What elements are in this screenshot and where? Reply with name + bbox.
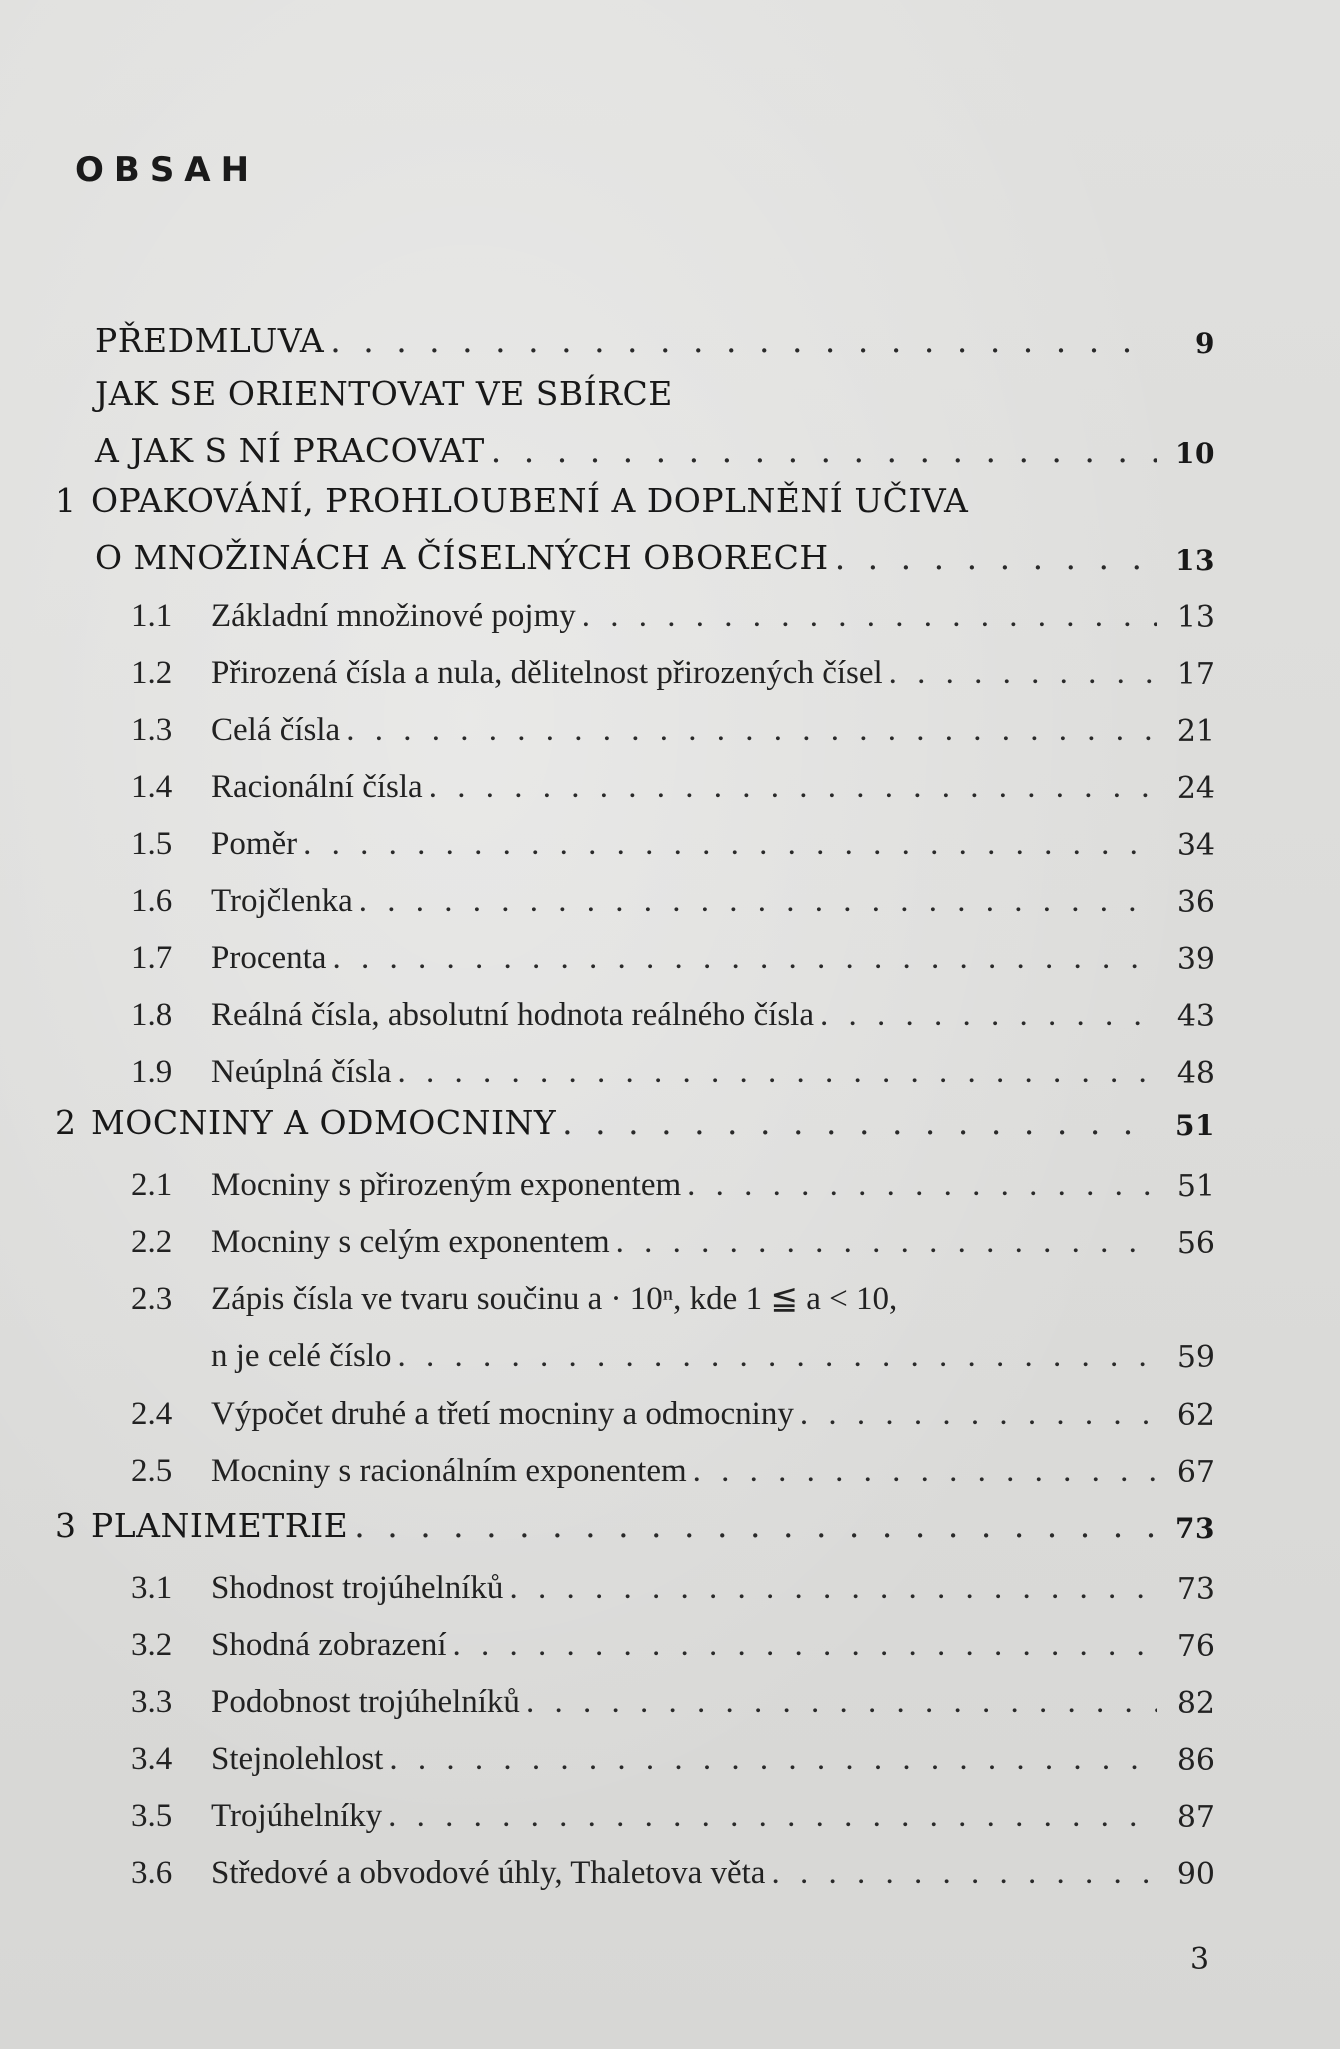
- dot-leader: [582, 598, 1157, 635]
- section-number: 3.6: [131, 1855, 173, 1891]
- section-page-number: 90: [1176, 1857, 1215, 1892]
- dot-leader: [820, 997, 1157, 1034]
- toc-entry[interactable]: [95, 1034, 1215, 1091]
- section-number: 2.2: [131, 1224, 173, 1260]
- toc-entry[interactable]: [55, 1087, 1215, 1142]
- chapter-title: A JAK S NÍ PRACOVAT: [95, 431, 485, 470]
- chapter-title: MOCNINY A ODMOCNINY: [91, 1103, 557, 1142]
- section-row: [95, 1721, 1215, 1778]
- chapter-title: JAK SE ORIENTOVAT VE SBÍRCE: [95, 374, 673, 413]
- chapter-row: [55, 1087, 1215, 1142]
- section-row: [95, 863, 1215, 920]
- section-number: 2.4: [131, 1396, 173, 1432]
- section-page-number: 67: [1176, 1455, 1215, 1490]
- chapter-title: PLANIMETRIE: [91, 1506, 349, 1545]
- toc-entry[interactable]: [95, 806, 1215, 863]
- section-row: [95, 977, 1215, 1034]
- toc-entry[interactable]: [95, 1607, 1215, 1664]
- dot-leader: [771, 1855, 1157, 1892]
- section-page-number: 36: [1176, 885, 1215, 920]
- section-page-number: 82: [1176, 1686, 1215, 1721]
- section-row: [95, 1318, 1215, 1375]
- page-number: 3: [1190, 1942, 1210, 1977]
- section-row: [95, 920, 1215, 977]
- toc-entry[interactable]: [95, 1778, 1215, 1835]
- section-row: [95, 806, 1215, 863]
- section-number: 2.3: [131, 1281, 173, 1317]
- toc-entry[interactable]: [55, 465, 1215, 577]
- dot-leader: [346, 712, 1157, 749]
- dot-leader: [429, 769, 1157, 806]
- section-row: [95, 578, 1215, 635]
- section-number: 2.1: [131, 1167, 173, 1203]
- section-row: [95, 1147, 1215, 1204]
- section-title: Celá čísla: [211, 712, 341, 748]
- page-heading: OBSAH: [75, 150, 260, 190]
- toc-entry[interactable]: [95, 1147, 1215, 1204]
- section-title: Trojúhelníky: [211, 1798, 383, 1834]
- section-number: 3.3: [131, 1684, 173, 1720]
- dot-leader: [332, 940, 1157, 977]
- section-title-first-line: Zápis čísla ve tvaru součinu a · 10ⁿ, kde 1 ≦ a < 10,: [211, 1281, 898, 1317]
- dot-leader: [693, 1453, 1157, 1490]
- dot-leader: [388, 1798, 1157, 1835]
- chapter-page-number: 51: [1175, 1109, 1215, 1142]
- section-title: Mocniny s racionálním exponentem: [211, 1453, 687, 1489]
- dot-leader: [398, 1054, 1157, 1091]
- section-number: 1.3: [131, 712, 173, 748]
- chapter-title: PŘEDMLUVA: [95, 321, 325, 360]
- section-row: [95, 1835, 1215, 1892]
- toc-entry[interactable]: [95, 1550, 1215, 1607]
- toc-entry[interactable]: [95, 578, 1215, 635]
- section-number: 3.4: [131, 1741, 173, 1777]
- section-title: Shodnost trojúhelníků: [211, 1570, 504, 1606]
- section-row: [95, 1550, 1215, 1607]
- dot-leader: [303, 826, 1157, 863]
- dot-leader: [330, 321, 1157, 360]
- toc-entry[interactable]: [95, 1835, 1215, 1892]
- section-row: [95, 1376, 1215, 1433]
- section-page-number: 59: [1176, 1340, 1215, 1375]
- section-title: Shodná zobrazení: [211, 1627, 447, 1663]
- section-row: [95, 1607, 1215, 1664]
- section-row: [95, 635, 1215, 692]
- section-page-number: 21: [1176, 714, 1215, 749]
- chapter-page-number: 9: [1195, 327, 1215, 360]
- section-page-number: 48: [1176, 1056, 1215, 1091]
- toc-entry[interactable]: [95, 358, 1215, 470]
- section-row: [95, 1433, 1215, 1490]
- chapter-number: 2: [55, 1103, 77, 1142]
- dot-leader: [359, 883, 1157, 920]
- section-row: [95, 692, 1215, 749]
- section-title: Stejnolehlost: [211, 1741, 384, 1777]
- section-page-number: 76: [1176, 1629, 1215, 1664]
- section-number: 1.6: [131, 883, 173, 919]
- section-title: Racionální čísla: [211, 769, 423, 805]
- section-page-number: 17: [1176, 657, 1215, 692]
- section-title: Reálná čísla, absolutní hodnota reálného čísla: [211, 997, 814, 1033]
- dot-leader: [687, 1167, 1157, 1204]
- dot-leader: [562, 1103, 1157, 1142]
- section-page-number: 87: [1176, 1800, 1215, 1835]
- section-title: Neúplná čísla: [211, 1054, 392, 1090]
- section-number: 1.7: [131, 940, 173, 976]
- section-title: Podobnost trojúhelníků: [211, 1684, 520, 1720]
- dot-leader: [526, 1684, 1157, 1721]
- chapter-title: O MNOŽINÁCH A ČÍSELNÝCH OBORECH: [95, 538, 829, 577]
- section-page-number: 86: [1176, 1743, 1215, 1778]
- chapter-row: [95, 305, 1215, 360]
- toc-entry[interactable]: [95, 1204, 1215, 1261]
- section-title-line: [95, 1261, 1215, 1318]
- section-title: Poměr: [211, 826, 298, 862]
- section-number: 3.2: [131, 1627, 173, 1663]
- chapter-title-line: [95, 358, 1215, 415]
- section-title: Přirozená čísla a nula, dělitelnost přirozených čísel: [211, 655, 883, 691]
- section-row: [95, 1034, 1215, 1091]
- chapter-row: [95, 415, 1215, 470]
- chapter-row: [95, 522, 1215, 577]
- section-row: [95, 1664, 1215, 1721]
- dot-leader: [889, 655, 1157, 692]
- section-title: Výpočet druhé a třetí mocniny a odmocniny: [211, 1396, 794, 1432]
- dot-leader: [800, 1396, 1157, 1433]
- section-number: 1.1: [131, 598, 173, 634]
- toc-entry[interactable]: [95, 692, 1215, 749]
- section-title: Mocniny s přirozeným exponentem: [211, 1167, 682, 1203]
- section-title: Trojčlenka: [211, 883, 353, 919]
- toc-entry[interactable]: [95, 920, 1215, 977]
- toc-entry[interactable]: [95, 977, 1215, 1034]
- section-number: 1.5: [131, 826, 173, 862]
- toc-entry[interactable]: [95, 1664, 1215, 1721]
- section-number: 3.5: [131, 1798, 173, 1834]
- section-page-number: 24: [1176, 771, 1215, 806]
- toc-entry[interactable]: [95, 635, 1215, 692]
- section-page-number: 13: [1176, 600, 1215, 635]
- section-page-number: 73: [1176, 1572, 1215, 1607]
- section-title: Mocniny s celým exponentem: [211, 1224, 610, 1260]
- chapter-row: [55, 1490, 1215, 1545]
- section-title: n je celé číslo: [211, 1338, 392, 1374]
- section-number: 2.5: [131, 1453, 173, 1489]
- chapter-number: 3: [55, 1506, 77, 1545]
- dot-leader: [509, 1570, 1157, 1607]
- section-page-number: 34: [1176, 828, 1215, 863]
- section-page-number: 51: [1176, 1169, 1215, 1204]
- dot-leader: [453, 1627, 1158, 1664]
- section-title: Základní množinové pojmy: [211, 598, 576, 634]
- section-number: 1.2: [131, 655, 173, 691]
- section-row: [95, 1778, 1215, 1835]
- toc-entry[interactable]: [95, 1433, 1215, 1490]
- dot-leader: [835, 538, 1157, 577]
- section-row: [95, 1204, 1215, 1261]
- section-row: [95, 749, 1215, 806]
- toc-entry[interactable]: [95, 749, 1215, 806]
- chapter-page-number: 13: [1175, 544, 1215, 577]
- dot-leader: [389, 1741, 1157, 1778]
- chapter-page-number: 73: [1175, 1512, 1215, 1545]
- dot-leader: [354, 1506, 1157, 1545]
- dot-leader: [616, 1224, 1157, 1261]
- section-page-number: 43: [1176, 999, 1215, 1034]
- section-number: 1.8: [131, 997, 173, 1033]
- toc-entry[interactable]: [95, 863, 1215, 920]
- section-page-number: 56: [1176, 1226, 1215, 1261]
- section-number: 1.9: [131, 1054, 173, 1090]
- section-number: 3.1: [131, 1570, 173, 1606]
- chapter-title: OPAKOVÁNÍ, PROHLOUBENÍ A DOPLNĚNÍ UČIVA: [91, 481, 969, 520]
- section-title: Procenta: [211, 940, 327, 976]
- toc-entry[interactable]: [95, 1721, 1215, 1778]
- toc-entry[interactable]: [95, 1261, 1215, 1375]
- section-title: Středové a obvodové úhly, Thaletova věta: [211, 1855, 766, 1891]
- toc-entry[interactable]: [95, 1376, 1215, 1433]
- chapter-title-line: [55, 465, 1215, 522]
- section-number: 1.4: [131, 769, 173, 805]
- chapter-page-number: 10: [1175, 437, 1215, 470]
- section-page-number: 62: [1176, 1398, 1215, 1433]
- toc-entry[interactable]: [95, 305, 1215, 360]
- chapter-number: 1: [55, 481, 77, 520]
- toc-entry[interactable]: [55, 1490, 1215, 1545]
- section-page-number: 39: [1176, 942, 1215, 977]
- dot-leader: [398, 1338, 1157, 1375]
